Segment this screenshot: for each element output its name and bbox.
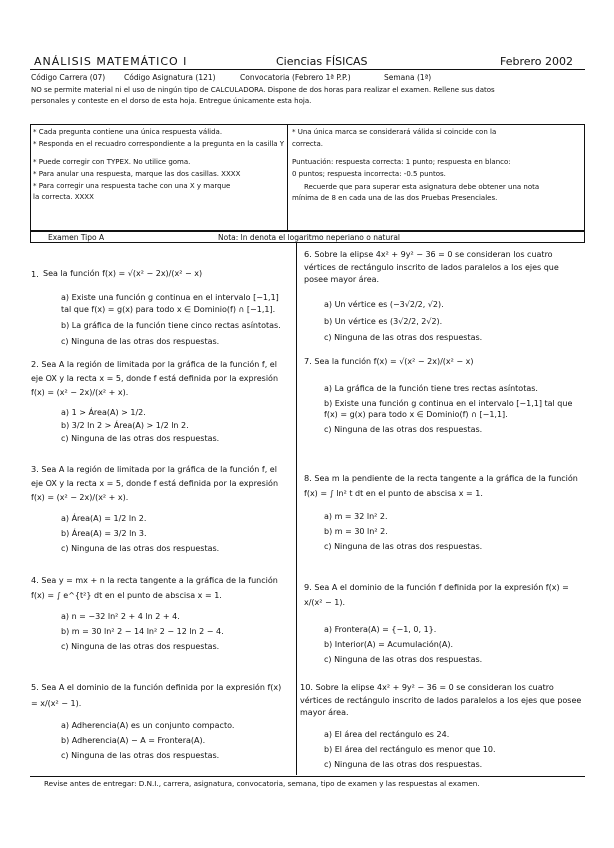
q5-option-c: c) Ninguna de las otras dos respuestas. xyxy=(61,751,220,760)
q1-option-b: b) La gráfica de la función tiene cinco rectas asíntotas. xyxy=(61,321,281,330)
rule-left-5: * Para corregir una respuesta tache con una X y marque xyxy=(33,182,231,190)
footer-note: Revise antes de entregar: D.N.I., carrera, asignatura, convocatoria, semana, tipo de examen y las respuestas al examen. xyxy=(44,779,480,788)
degree-title: Ciencias FÍSICAS xyxy=(276,55,368,68)
column-divider xyxy=(296,243,297,775)
q6-stem: Sobre la elipse 4x² + 9y² − 36 = 0 se consideran los cuatro vértices de rectángulo inscrito de lados paralelos a los ejes que posee mayor área. xyxy=(304,250,559,284)
rule-left-6: la correcta. XXXX xyxy=(33,193,94,201)
rule-left-4: * Para anular una respuesta, marque las dos casillas. XXXX xyxy=(33,170,241,178)
rule-left-1: * Cada pregunta contiene una única respuesta válida. xyxy=(33,128,223,136)
q7-option-b: b) Existe una función g continua en el intervalo [−1,1] tal que f(x) = g(x) para todo x ∈ Dominio(f) ∩ [−1,1]. xyxy=(324,399,573,419)
rule-left-2: * Responda en el recuadro correspondiente a la pregunta en la casilla Y xyxy=(33,140,285,148)
q8-stem: Sea m la pendiente de la recta tangente a la gráfica de la función f(x) = ∫ ln² t dt en el punto de abscisa x = 1. xyxy=(304,474,578,498)
q3-option-c: c) Ninguna de las otras dos respuestas. xyxy=(61,544,220,553)
rule-left-3: * Puede corregir con TYPEX. No utilice goma. xyxy=(33,158,191,166)
subject-title: ANÁLISIS MATEMÁTICO I xyxy=(34,55,188,68)
question-10 xyxy=(300,681,584,772)
question-3 xyxy=(31,463,287,556)
q10-stem: Sobre la elipse 4x² + 9y² − 36 = 0 se consideran los cuatro vértices de rectángulo inscrito de lados paralelos a los ejes que posee mayor área. xyxy=(300,683,582,717)
q3-option-b: b) Área(A) = 3/2 ln 3. xyxy=(61,529,147,538)
q3-number: 3. xyxy=(31,464,39,474)
q6-number: 6. xyxy=(304,249,312,259)
q6-option-b: b) Un vértice es (3√2/2, 2√2). xyxy=(324,316,443,326)
exam-date: Febrero 2002 xyxy=(500,55,574,68)
footer-rule xyxy=(30,776,585,777)
q5-number: 5. xyxy=(31,682,39,692)
rule-right-4: 0 puntos; respuesta incorrecta: -0.5 puntos. xyxy=(292,170,446,178)
q4-option-a: a) n = −32 ln² 2 + 4 ln 2 + 4. xyxy=(61,612,180,621)
q4-option-b: b) m = 30 ln² 2 − 14 ln² 2 − 12 ln 2 − 4. xyxy=(61,627,224,636)
question-4 xyxy=(31,573,287,654)
rule-right-1: * Una única marca se considerará válida si coincide con la xyxy=(292,128,497,136)
q2-option-a: a) 1 > Área(A) > 1/2. xyxy=(61,408,146,417)
rule-right-2: correcta. xyxy=(292,140,324,148)
q8-option-b: b) m = 30 ln² 2. xyxy=(324,527,388,536)
carrera-code: Código Carrera (07) xyxy=(31,73,106,82)
q9-option-c: c) Ninguna de las otras dos respuestas. xyxy=(324,655,483,664)
q7-option-c: c) Ninguna de las otras dos respuestas. xyxy=(324,425,483,434)
q7-number: 7. xyxy=(304,356,312,366)
q8-option-a: a) m = 32 ln² 2. xyxy=(324,512,388,521)
q1-option-c: c) Ninguna de las otras dos respuestas. xyxy=(61,337,220,346)
q8-option-c: c) Ninguna de las otras dos respuestas. xyxy=(324,542,483,551)
exam-note: Nota: ln denota el logaritmo neperiano o natural xyxy=(218,233,401,242)
rule-right-5: Recuerde que para superar esta asignatura debe obtener una nota xyxy=(304,183,540,191)
intro-line-1: NO se permite material ni el uso de ningún tipo de CALCULADORA. Dispone de dos horas para realizar el examen. Rellene sus datos xyxy=(31,86,495,94)
q2-number: 2. xyxy=(31,359,39,369)
q2-stem: Sea A la región de limitada por la gráfica de la función f, el eje OX y la recta x = 5, donde f está definida por la expresión f(x) = (x² − 2x)/(x² + x). xyxy=(31,360,279,397)
q1-number: 1. xyxy=(31,269,39,279)
question-6 xyxy=(304,248,584,345)
asignatura-code: Código Asignatura (121) xyxy=(124,73,216,82)
q7-option-a: a) La gráfica de la función tiene tres rectas asíntotas. xyxy=(324,384,538,393)
q3-stem: Sea A la región de limitada por la gráfica de la función f, el eje OX y la recta x = 5, donde f está definida por la expresión f(x) = (x² − 2x)/(x² + x). xyxy=(31,465,279,502)
q5-option-b: b) Adherencia(A) − A = Frontera(A). xyxy=(61,736,206,745)
q3-option-a: a) Área(A) = 1/2 ln 2. xyxy=(61,514,147,523)
rules-divider xyxy=(287,124,288,231)
exam-type: Examen Tipo A xyxy=(48,233,105,242)
convocatoria: Convocatoria (Febrero 1ª P.P.) xyxy=(240,73,351,82)
question-7 xyxy=(304,355,584,437)
rule-right-6: mínima de 8 en cada una de las dos Pruebas Presenciales. xyxy=(292,194,498,202)
q10-option-a: a) El área del rectángulo es 24. xyxy=(324,729,450,739)
intro-line-2: personales y conteste en el dorso de esta hoja. Entregue únicamente esta hoja. xyxy=(31,97,312,105)
q1-option-a: a) Existe una función g continua en el intervalo [−1,1] tal que f(x) = g(x) para todo x ∈ Dominio(f) ∩ [−1,1]. xyxy=(61,293,279,314)
rule-right-3: Puntuación: respuesta correcta: 1 punto; respuesta en blanco: xyxy=(292,158,511,166)
q10-option-b: b) El área del rectángulo es menor que 10. xyxy=(324,744,496,754)
question-8 xyxy=(304,471,584,554)
header-rule xyxy=(30,69,585,70)
q5-option-a: a) Adherencia(A) es un conjunto compacto. xyxy=(61,721,235,730)
q4-option-c: c) Ninguna de las otras dos respuestas. xyxy=(61,642,220,651)
question-9 xyxy=(304,580,584,667)
q10-option-c: c) Ninguna de las otras dos respuestas. xyxy=(324,759,483,769)
q9-option-a: a) Frontera(A) = {−1, 0, 1}. xyxy=(324,625,437,634)
q4-stem: Sea y = mx + n la recta tangente a la gráfica de la función f(x) = ∫ e^{t²} dt en el punto de abscisa x = 1. xyxy=(31,576,278,600)
q9-option-b: b) Interior(A) = Acumulación(A). xyxy=(324,640,454,649)
q7-stem: Sea la función f(x) = √(x² − 2x)/(x² − x) xyxy=(314,357,474,366)
question-5 xyxy=(31,680,287,763)
q10-number: 10. xyxy=(300,682,314,692)
question-2 xyxy=(31,358,287,445)
question-1 xyxy=(31,248,287,349)
q6-option-a: a) Un vértice es (−3√2/2, √2). xyxy=(324,299,444,309)
q4-number: 4. xyxy=(31,575,39,585)
semana: Semana (1ª) xyxy=(384,73,432,82)
q9-number: 9. xyxy=(304,582,312,592)
q2-option-b: b) 3/2 ln 2 > Área(A) > 1/2 ln 2. xyxy=(61,421,189,430)
q8-number: 8. xyxy=(304,473,312,483)
q5-stem: Sea A el dominio de la función definida por la expresión f(x) = x/(x² − 1). xyxy=(31,683,282,708)
q1-stem: Sea la función f(x) = √(x² − 2x)/(x² − x) xyxy=(43,269,203,278)
q2-option-c: c) Ninguna de las otras dos respuestas. xyxy=(61,434,220,443)
q6-option-c: c) Ninguna de las otras dos respuestas. xyxy=(324,332,483,342)
q9-stem: Sea A el dominio de la función f definida por la expresión f(x) = x/(x² − 1). xyxy=(304,583,569,607)
